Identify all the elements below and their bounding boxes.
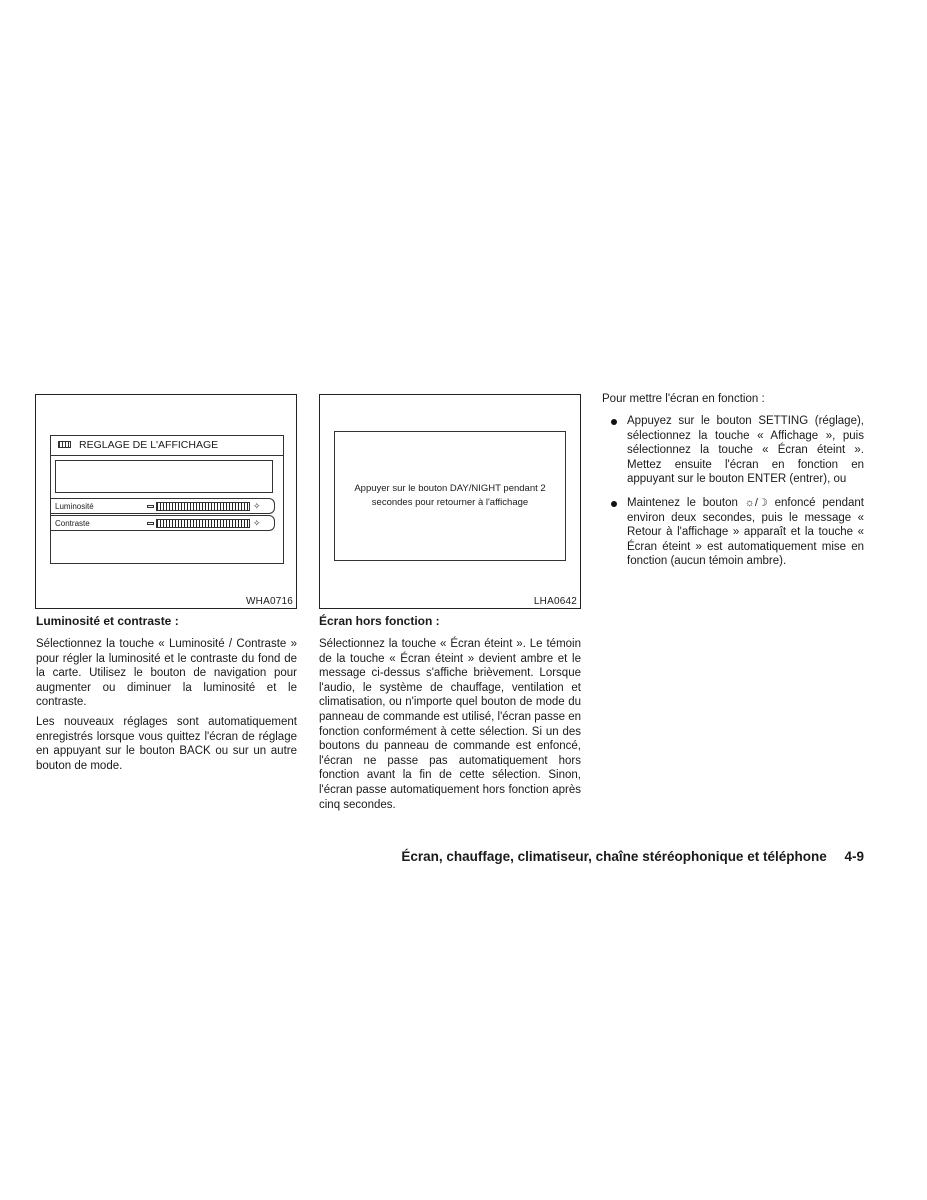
brightness-slider [156,502,250,511]
screen-title-row [51,436,283,456]
screen-off-heading: Écran hors fonction : [319,614,440,628]
figure-screen-off [319,394,581,609]
figure-code: WHA0716 [246,596,293,607]
brightness-contrast-paragraph-1: Sélectionnez la touche « Luminosité / Contraste » pour régler la luminosité et le contraste du fond de la carte. Utilisez le bouton de navigation pour augmenter ou diminuer la luminosité et le contraste. [36,638,297,709]
figure-display-settings [35,394,297,609]
display-settings-screen [50,435,284,564]
brightness-contrast-heading: Luminosité et contraste : [36,614,179,628]
page-number: 4-9 [844,849,864,864]
message-line-2: secondes pour retourner à l'affichage [371,497,529,508]
figure-code: LHA0642 [533,596,577,607]
step-2-text-before: Maintenez le bouton [627,496,738,509]
contrast-row [51,515,275,531]
list-item [602,414,864,487]
bullet-icon [611,501,617,507]
list-item [602,496,864,569]
screen-off-paragraph: Sélectionnez la touche « Écran éteint ». Le témoin de la touche « Écran éteint » devient ambre et le message ci-dessus s'affiche brièvement. Lorsque l'audio, le système de chauffage, ventilation et climatisation, ou n'importe quel bouton de mode du panneau de commande est utilisé, l'écran passe en fonction conformément à cette sélection. Si un des boutons du panneau de commande est enfoncé, l'écran ne passe pas automatiquement hors fonction avant la fin de cette sélection. Sinon, l'écran passe automatiquement hors fonction après cinq secondes. [319,638,581,811]
keyboard-icon [58,441,71,448]
brightness-row [51,498,275,514]
minus-icon [147,505,154,508]
minus-icon [147,522,154,525]
section-title: Écran, chauffage, climatiseur, chaîne stéréophonique et téléphone [401,849,827,864]
bullet-icon [611,419,617,425]
contrast-slider [156,519,250,528]
plus-icon: ✧ [253,518,261,528]
map-preview-box [55,460,273,493]
page-footer [401,849,864,864]
brightness-label: Luminosité [55,502,94,511]
message-line-1: Appuyer sur le bouton DAY/NIGHT pendant 2 [354,483,546,494]
step-1-text: Appuyez sur le bouton SETTING (réglage), sélectionnez la touche « Affichage », puis sélectionnez la touche « Écran éteint ». Mettez ensuite l'écran en fonction en appuyant sur le bouton ENTER (entrer), ou [627,415,864,486]
brightness-contrast-paragraph-2: Les nouveaux réglages sont automatiquement enregistrés lorsque vous quittez l'écran de réglage en appuyant sur le bouton BACK ou sur un autre bouton de mode. [36,716,297,772]
screen-on-intro: Pour mettre l'écran en fonction : [602,393,765,405]
plus-icon: ✧ [253,501,261,511]
screen-off-message [334,431,566,561]
screen-on-steps [602,414,864,578]
screen-title: REGLAGE DE L'AFFICHAGE [79,439,219,451]
day-night-icon: ☼/☽ [744,496,768,509]
contrast-label: Contraste [55,519,90,528]
step-2-text-after: enfoncé pendant environ deux secondes, puis le message « Retour à l'affichage » apparaît et la touche « Écran éteint » est automatiquement mise en fonction (aucun témoin ambre). [627,496,864,568]
